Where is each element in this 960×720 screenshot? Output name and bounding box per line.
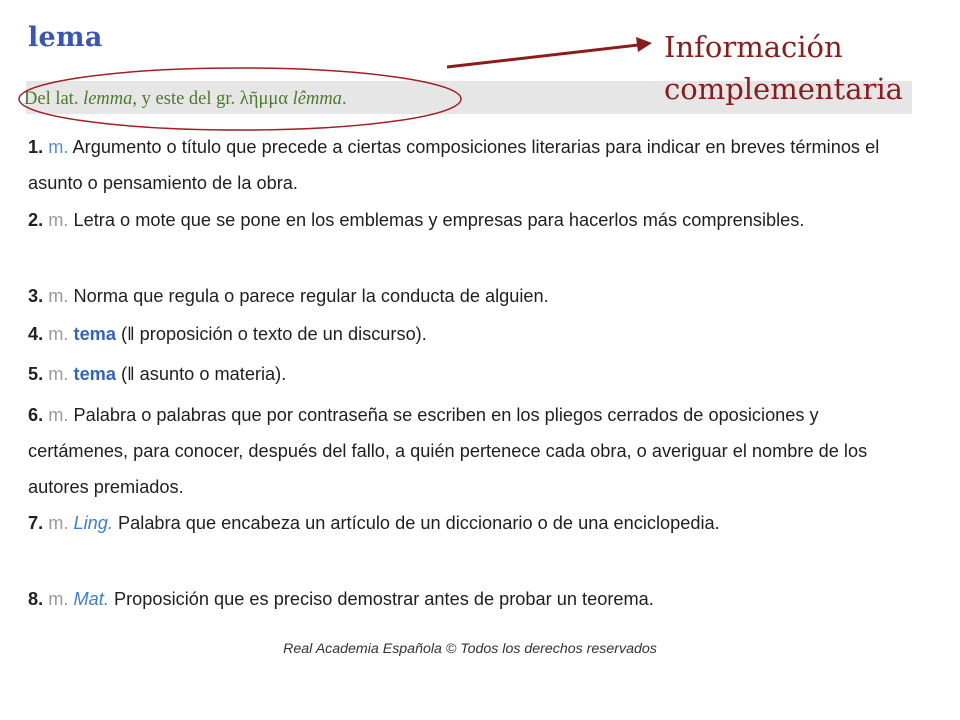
annotation-arrow-line xyxy=(447,45,638,67)
sense-definition: Argumento o título que precede a ciertas composiciones literarias para indicar en breves términos el asunto o pensamiento de la obra. xyxy=(28,137,880,193)
sense-7 xyxy=(28,505,908,541)
sense-number: 1. xyxy=(28,137,44,157)
sense-number: 8. xyxy=(28,589,44,609)
grammar-abbr: m. xyxy=(48,210,69,230)
sense-definition: Palabra que encabeza un artículo de un diccionario o de una enciclopedia. xyxy=(118,513,720,533)
sense-definition: Palabra o palabras que por contraseña se escriben en los pliegos cerrados de oposiciones y certámenes, para conocer, después del fallo, a quién pertenece cada obra, o averiguar el nombre de los autores premiados. xyxy=(28,405,868,497)
etymology-greek-word: λῆμμα xyxy=(239,89,288,109)
sense-definition: (‖ proposición o texto de un discurso). xyxy=(121,324,427,344)
grammar-abbr: m. xyxy=(48,513,69,533)
grammar-abbr: m. xyxy=(48,405,69,425)
sense-8 xyxy=(28,581,908,617)
sense-2 xyxy=(28,202,908,238)
domain-mark: Ling. xyxy=(73,513,113,533)
sense-number: 4. xyxy=(28,324,44,344)
annotation-arrowhead xyxy=(636,37,652,52)
sense-definition: Letra o mote que se pone en los emblemas y empresas para hacerlos más comprensibles. xyxy=(73,210,805,230)
sense-4 xyxy=(28,316,908,352)
sense-number: 6. xyxy=(28,405,44,425)
etymology-part: . xyxy=(341,89,347,109)
etymology-part: Del lat. xyxy=(24,89,84,109)
sense-definition: Norma que regula o parece regular la conducta de alguien. xyxy=(73,286,549,306)
sense-number: 7. xyxy=(28,513,44,533)
sense-6 xyxy=(28,397,908,505)
etymology-part: , y este del gr. xyxy=(132,89,240,109)
entry-headword: lema xyxy=(28,22,103,53)
sense-number: 3. xyxy=(28,286,44,306)
grammar-abbr: m. xyxy=(48,137,69,157)
etymology xyxy=(24,89,347,110)
etymology-transliteration: lêmma xyxy=(292,89,342,109)
grammar-abbr: m. xyxy=(48,286,69,306)
sense-definition: (‖ asunto o materia). xyxy=(121,364,287,384)
domain-mark: Mat. xyxy=(73,589,109,609)
sense-3 xyxy=(28,278,908,314)
cross-reference-link[interactable]: tema xyxy=(73,364,116,384)
annotation-line-2: complementaria xyxy=(664,72,903,106)
sense-number: 2. xyxy=(28,210,44,230)
copyright-footer: Real Academia Española © Todos los derechos reservados xyxy=(283,641,657,657)
annotation-line-1: Información xyxy=(664,30,843,64)
grammar-abbr: m. xyxy=(48,324,69,344)
sense-number: 5. xyxy=(28,364,44,384)
etymology-latin-word: lemma xyxy=(83,89,133,109)
sense-5 xyxy=(28,356,908,392)
sense-definition: Proposición que es preciso demostrar antes de probar un teorema. xyxy=(113,589,654,609)
grammar-abbr: m. xyxy=(48,364,69,384)
sense-1 xyxy=(28,129,908,201)
grammar-abbr: m. xyxy=(48,589,69,609)
cross-reference-link[interactable]: tema xyxy=(73,324,116,344)
annotation-label xyxy=(664,26,903,110)
